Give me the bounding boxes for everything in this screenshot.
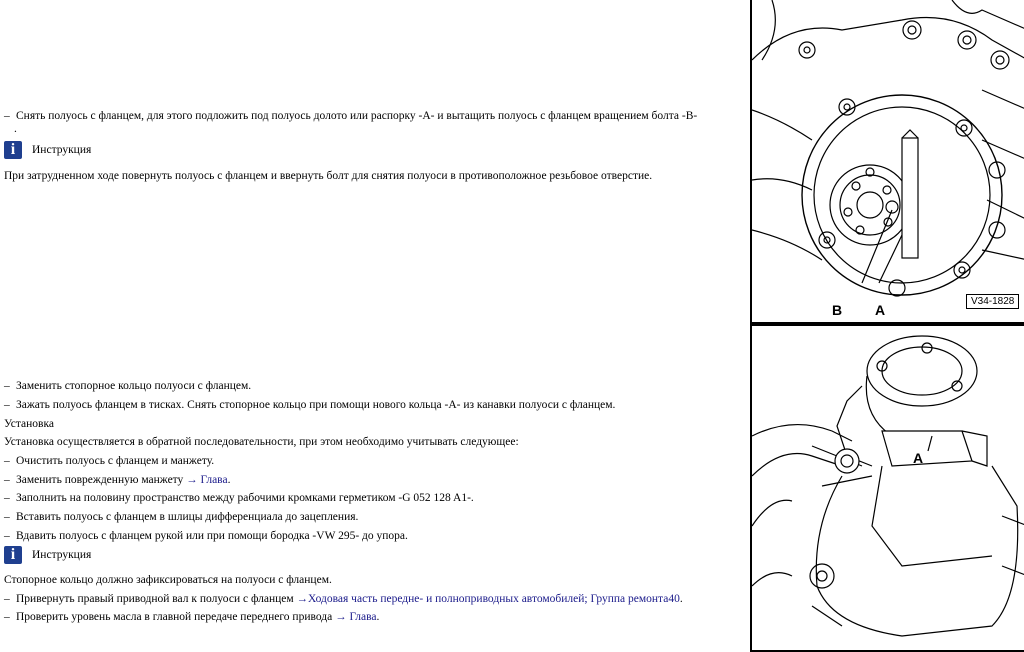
step-replace-ring: – Заменить стопорное кольцо полуоси с фланцем. <box>4 380 252 392</box>
install-step-5-text: Вдавить полуось с фланцем рукой или при помощи бородка -VW 295- до упора. <box>16 530 408 542</box>
step-remove-axle-text: Снять полуось с фланцем, для этого подложить под полуось долото или распорку -A- и вытащить полуось с фланцем вращением болта -B- <box>16 110 698 122</box>
retaining-ring-drawing <box>752 326 1024 650</box>
install-step-7: – Проверить уровень масла в главной передаче переднего привода → Глава. <box>4 611 380 623</box>
step-remove-axle-end: . <box>14 123 17 135</box>
install-step-2: – Заменить поврежденную манжету → Глава. <box>4 474 231 486</box>
callout-b: B <box>832 302 843 318</box>
note-2 <box>4 546 91 564</box>
flange-removal-drawing <box>752 0 1024 322</box>
install-step-7-end: . <box>376 611 380 623</box>
install-step-6-text: Привернуть правый приводной вал к полуоси с фланцем <box>16 593 294 605</box>
figure-flange-removal <box>750 0 1024 324</box>
callout-a: A <box>875 302 886 318</box>
link-suspension-group[interactable]: →Ходовая часть передне- и полноприводных автомобилей; Группа ремонта40 <box>296 593 680 605</box>
install-step-2-text: Заменить поврежденную манжету <box>16 474 184 486</box>
note-2-title: Инструкция <box>32 549 92 561</box>
note-1-title: Инструкция <box>32 144 92 156</box>
note-1 <box>4 141 91 159</box>
install-step-7-text: Проверить уровень масла в главной передаче переднего привода <box>16 611 333 623</box>
step-remove-axle: – Снять полуось с фланцем, для этого подложить под полуось долото или распорку -A- и вытащить полуось с фланцем вращением болта -B- <box>4 110 698 122</box>
info-icon: i <box>4 141 22 159</box>
link-chapter-oil[interactable]: → Глава <box>335 611 377 623</box>
install-step-6: – Привернуть правый приводной вал к полуоси с фланцем →Ходовая часть передне- и полноприводных автомобилей; Группа ремонта40. <box>4 593 683 605</box>
step-replace-ring-text: Заменить стопорное кольцо полуоси с фланцем. <box>16 380 252 392</box>
install-step-1: – Очистить полуось с фланцем и манжету. <box>4 455 215 467</box>
step-clamp-axle: – Зажать полуось фланцем в тисках. Снять стопорное кольцо при помощи нового кольца -A- из канавки полуоси с фланцем. <box>4 399 616 411</box>
install-step-5: – Вдавить полуось с фланцем рукой или при помощи бородка -VW 295- до упора. <box>4 530 408 542</box>
install-step-4-text: Вставить полуось с фланцем в шлицы дифференциала до зацепления. <box>16 511 359 523</box>
install-step-4: – Вставить полуось с фланцем в шлицы дифференциала до зацепления. <box>4 511 359 523</box>
install-intro: Установка осуществляется в обратной последовательности, при этом необходимо учитывать следующее: <box>4 436 519 448</box>
install-step-3-text: Заполнить на половину пространство между рабочими кромками герметиком -G 052 128 A1-. <box>16 492 474 504</box>
figure-retaining-ring <box>750 324 1024 652</box>
link-chapter-seal[interactable]: → Глава <box>186 474 228 486</box>
install-step-2-end: . <box>227 474 231 486</box>
install-step-3: – Заполнить на половину пространство между рабочими кромками герметиком -G 052 128 A1-. <box>4 492 474 504</box>
note-1-text: При затрудненном ходе повернуть полуось с фланцем и ввернуть болт для снятия полуоси в противоположное резьбовое отверстие. <box>4 170 653 182</box>
note-2-text: Стопорное кольцо должно зафиксироваться на полуоси с фланцем. <box>4 574 332 586</box>
install-step-1-text: Очистить полуось с фланцем и манжету. <box>16 455 215 467</box>
step-clamp-axle-text: Зажать полуось фланцем в тисках. Снять стопорное кольцо при помощи нового кольца -A- из канавки полуоси с фланцем. <box>16 399 616 411</box>
install-heading: Установка <box>4 418 54 430</box>
info-icon: i <box>4 546 22 564</box>
callout-a-ring: A <box>913 450 924 466</box>
figure-code: V34-1828 <box>966 294 1019 309</box>
install-step-6-end: . <box>679 593 683 605</box>
